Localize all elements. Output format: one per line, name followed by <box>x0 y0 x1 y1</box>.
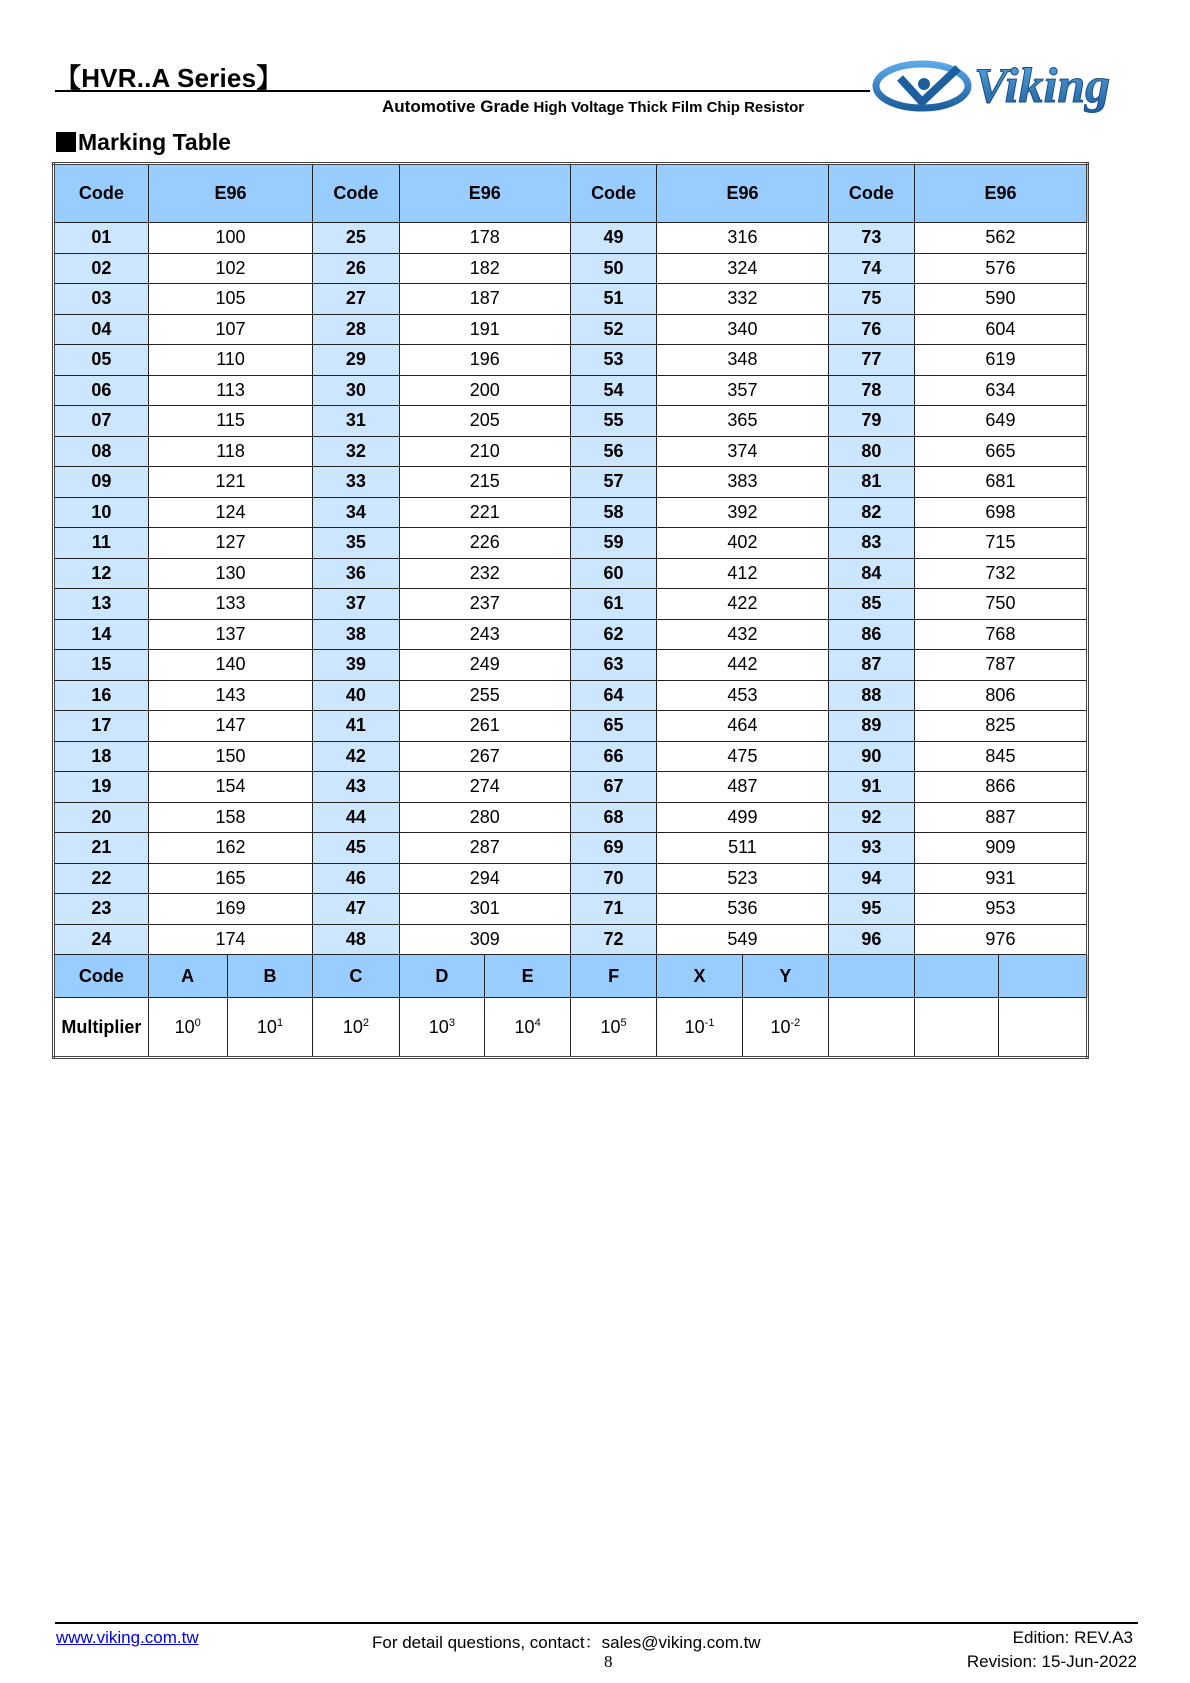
value-cell: 422 <box>657 589 829 620</box>
multiplier-base: 10 <box>342 1016 363 1037</box>
value-cell: 768 <box>914 619 1087 650</box>
code-cell: 35 <box>313 528 399 559</box>
value-cell: 909 <box>914 833 1087 864</box>
value-cell: 715 <box>914 528 1087 559</box>
multiplier-exponent: -2 <box>790 1016 801 1029</box>
code-cell: 49 <box>571 223 657 254</box>
multiplier-base: 10 <box>428 1016 449 1037</box>
multiplier-base: 10 <box>684 1016 705 1037</box>
value-cell: 115 <box>148 406 313 437</box>
empty-cell <box>914 955 999 998</box>
value-cell: 681 <box>914 467 1087 498</box>
header-code: Code <box>571 164 657 223</box>
multiplier-value <box>148 998 227 1058</box>
code-cell: 32 <box>313 436 399 467</box>
code-cell: 93 <box>828 833 914 864</box>
value-cell: 243 <box>399 619 571 650</box>
multiplier-value-row <box>54 998 1088 1058</box>
multiplier-value <box>485 998 571 1058</box>
value-cell: 392 <box>657 497 829 528</box>
code-cell: 48 <box>313 924 399 955</box>
value-cell: 365 <box>657 406 829 437</box>
multiplier-code: B <box>227 955 313 998</box>
multiplier-value <box>742 998 828 1058</box>
header-code: Code <box>54 164 149 223</box>
code-cell: 38 <box>313 619 399 650</box>
code-cell: 08 <box>54 436 149 467</box>
code-cell: 75 <box>828 284 914 315</box>
value-cell: 806 <box>914 680 1087 711</box>
value-cell: 182 <box>399 253 571 284</box>
value-cell: 487 <box>657 772 829 803</box>
table-row <box>54 406 1088 437</box>
multiplier-base: 10 <box>600 1016 621 1037</box>
code-cell: 54 <box>571 375 657 406</box>
multiplier-value <box>657 998 743 1058</box>
table-row <box>54 223 1088 254</box>
code-cell: 76 <box>828 314 914 345</box>
value-cell: 442 <box>657 650 829 681</box>
section-title-text: Marking Table <box>78 129 231 155</box>
code-cell: 28 <box>313 314 399 345</box>
table-row <box>54 375 1088 406</box>
value-cell: 953 <box>914 894 1087 925</box>
code-cell: 29 <box>313 345 399 376</box>
value-cell: 226 <box>399 528 571 559</box>
table-row <box>54 650 1088 681</box>
value-cell: 165 <box>148 863 313 894</box>
value-cell: 866 <box>914 772 1087 803</box>
value-cell: 137 <box>148 619 313 650</box>
multiplier-code: Y <box>742 955 828 998</box>
value-cell: 107 <box>148 314 313 345</box>
value-cell: 110 <box>148 345 313 376</box>
footer-rule <box>55 1622 1138 1624</box>
code-cell: 95 <box>828 894 914 925</box>
code-cell: 24 <box>54 924 149 955</box>
multiplier-exponent: 0 <box>194 1016 201 1029</box>
table-row <box>54 558 1088 589</box>
code-cell: 39 <box>313 650 399 681</box>
value-cell: 787 <box>914 650 1087 681</box>
value-cell: 133 <box>148 589 313 620</box>
code-cell: 77 <box>828 345 914 376</box>
code-cell: 19 <box>54 772 149 803</box>
code-cell: 45 <box>313 833 399 864</box>
value-cell: 316 <box>657 223 829 254</box>
value-cell: 147 <box>148 711 313 742</box>
value-cell: 191 <box>399 314 571 345</box>
value-cell: 332 <box>657 284 829 315</box>
header-e96: E96 <box>148 164 313 223</box>
multiplier-base: 10 <box>770 1016 791 1037</box>
code-cell: 03 <box>54 284 149 315</box>
code-cell: 23 <box>54 894 149 925</box>
value-cell: 357 <box>657 375 829 406</box>
table-row <box>54 894 1088 925</box>
header-e96: E96 <box>657 164 829 223</box>
code-cell: 58 <box>571 497 657 528</box>
value-cell: 511 <box>657 833 829 864</box>
code-cell: 90 <box>828 741 914 772</box>
code-cell: 21 <box>54 833 149 864</box>
code-cell: 02 <box>54 253 149 284</box>
multiplier-base: 10 <box>514 1016 535 1037</box>
multiplier-exponent: 5 <box>620 1016 627 1029</box>
value-cell: 215 <box>399 467 571 498</box>
value-cell: 196 <box>399 345 571 376</box>
code-cell: 56 <box>571 436 657 467</box>
empty-cell <box>914 998 999 1058</box>
value-cell: 649 <box>914 406 1087 437</box>
code-cell: 44 <box>313 802 399 833</box>
value-cell: 274 <box>399 772 571 803</box>
value-cell: 143 <box>148 680 313 711</box>
code-cell: 65 <box>571 711 657 742</box>
value-cell: 340 <box>657 314 829 345</box>
value-cell: 294 <box>399 863 571 894</box>
value-cell: 665 <box>914 436 1087 467</box>
value-cell: 732 <box>914 558 1087 589</box>
value-cell: 499 <box>657 802 829 833</box>
code-cell: 34 <box>313 497 399 528</box>
multiplier-base: 10 <box>256 1016 277 1037</box>
code-cell: 40 <box>313 680 399 711</box>
value-cell: 453 <box>657 680 829 711</box>
code-cell: 91 <box>828 772 914 803</box>
code-cell: 09 <box>54 467 149 498</box>
value-cell: 825 <box>914 711 1087 742</box>
code-cell: 66 <box>571 741 657 772</box>
table-row <box>54 772 1088 803</box>
table-row <box>54 345 1088 376</box>
code-cell: 87 <box>828 650 914 681</box>
value-cell: 140 <box>148 650 313 681</box>
code-cell: 47 <box>313 894 399 925</box>
eye-emblem-icon <box>876 64 968 108</box>
value-cell: 102 <box>148 253 313 284</box>
code-cell: 85 <box>828 589 914 620</box>
code-cell: 07 <box>54 406 149 437</box>
table-row <box>54 863 1088 894</box>
value-cell: 845 <box>914 741 1087 772</box>
value-cell: 348 <box>657 345 829 376</box>
multiplier-exponent: -1 <box>704 1016 715 1029</box>
table-row <box>54 924 1088 955</box>
header-e96: E96 <box>914 164 1087 223</box>
table-header-row <box>54 164 1088 223</box>
code-cell: 27 <box>313 284 399 315</box>
value-cell: 590 <box>914 284 1087 315</box>
section-title <box>56 129 231 156</box>
multiplier-value <box>571 998 657 1058</box>
code-cell: 67 <box>571 772 657 803</box>
empty-cell <box>828 998 914 1058</box>
value-cell: 402 <box>657 528 829 559</box>
value-cell: 383 <box>657 467 829 498</box>
value-cell: 124 <box>148 497 313 528</box>
code-cell: 70 <box>571 863 657 894</box>
code-cell: 15 <box>54 650 149 681</box>
code-cell: 52 <box>571 314 657 345</box>
code-cell: 36 <box>313 558 399 589</box>
series-title: 【HVR..A Series】 <box>55 63 283 93</box>
code-cell: 31 <box>313 406 399 437</box>
multiplier-value <box>227 998 313 1058</box>
multiplier-exponent: 2 <box>362 1016 369 1029</box>
code-cell: 18 <box>54 741 149 772</box>
table-row <box>54 833 1088 864</box>
black-square-icon <box>56 132 76 152</box>
table-row <box>54 741 1088 772</box>
value-cell: 200 <box>399 375 571 406</box>
code-cell: 01 <box>54 223 149 254</box>
code-cell: 89 <box>828 711 914 742</box>
code-cell: 68 <box>571 802 657 833</box>
code-cell: 74 <box>828 253 914 284</box>
table-row <box>54 589 1088 620</box>
code-cell: 55 <box>571 406 657 437</box>
value-cell: 931 <box>914 863 1087 894</box>
code-cell: 86 <box>828 619 914 650</box>
value-cell: 464 <box>657 711 829 742</box>
value-cell: 162 <box>148 833 313 864</box>
value-cell: 154 <box>148 772 313 803</box>
logo-wordmark: Viking <box>974 57 1111 113</box>
value-cell: 237 <box>399 589 571 620</box>
value-cell: 750 <box>914 589 1087 620</box>
value-cell: 301 <box>399 894 571 925</box>
edition-text: Edition: REV.A3 <box>1012 1628 1133 1647</box>
code-cell: 33 <box>313 467 399 498</box>
empty-cell <box>999 998 1088 1058</box>
table-row <box>54 314 1088 345</box>
multiplier-code-row <box>54 955 1088 998</box>
code-cell: 63 <box>571 650 657 681</box>
value-cell: 324 <box>657 253 829 284</box>
value-cell: 619 <box>914 345 1087 376</box>
value-cell: 412 <box>657 558 829 589</box>
multiplier-code: F <box>571 955 657 998</box>
multiplier-value <box>399 998 485 1058</box>
code-cell: 25 <box>313 223 399 254</box>
multiplier-exponent: 3 <box>448 1016 455 1029</box>
value-cell: 562 <box>914 223 1087 254</box>
code-cell: 13 <box>54 589 149 620</box>
code-cell: 57 <box>571 467 657 498</box>
multiplier-code: X <box>657 955 743 998</box>
code-cell: 42 <box>313 741 399 772</box>
code-cell: 22 <box>54 863 149 894</box>
code-cell: 53 <box>571 345 657 376</box>
value-cell: 309 <box>399 924 571 955</box>
code-cell: 59 <box>571 528 657 559</box>
empty-cell <box>828 955 914 998</box>
code-cell: 16 <box>54 680 149 711</box>
table-row <box>54 619 1088 650</box>
value-cell: 121 <box>148 467 313 498</box>
value-cell: 287 <box>399 833 571 864</box>
value-cell: 267 <box>399 741 571 772</box>
code-cell: 37 <box>313 589 399 620</box>
code-cell: 06 <box>54 375 149 406</box>
website-link[interactable]: www.viking.com.tw <box>56 1628 199 1647</box>
code-cell: 12 <box>54 558 149 589</box>
code-cell: 80 <box>828 436 914 467</box>
revision-text: Revision: 15-Jun-2022 <box>966 1652 1137 1671</box>
multiplier-label: Multiplier <box>54 998 149 1058</box>
value-cell: 178 <box>399 223 571 254</box>
table-row <box>54 528 1088 559</box>
code-cell: 69 <box>571 833 657 864</box>
value-cell: 249 <box>399 650 571 681</box>
multiplier-base: 10 <box>174 1016 195 1037</box>
header-code: Code <box>828 164 914 223</box>
code-cell: 51 <box>571 284 657 315</box>
table-row <box>54 711 1088 742</box>
multiplier-code: C <box>313 955 399 998</box>
code-cell: 84 <box>828 558 914 589</box>
table-row <box>54 253 1088 284</box>
code-cell: 43 <box>313 772 399 803</box>
value-cell: 576 <box>914 253 1087 284</box>
code-cell: 05 <box>54 345 149 376</box>
value-cell: 255 <box>399 680 571 711</box>
viking-logo <box>872 54 1172 120</box>
code-cell: 04 <box>54 314 149 345</box>
subtitle-grade: Automotive Grade <box>382 97 530 116</box>
code-cell: 64 <box>571 680 657 711</box>
value-cell: 523 <box>657 863 829 894</box>
multiplier-code: D <box>399 955 485 998</box>
value-cell: 174 <box>148 924 313 955</box>
value-cell: 634 <box>914 375 1087 406</box>
code-cell: 73 <box>828 223 914 254</box>
empty-cell <box>999 955 1088 998</box>
table-row <box>54 284 1088 315</box>
value-cell: 604 <box>914 314 1087 345</box>
table-row <box>54 680 1088 711</box>
code-cell: 78 <box>828 375 914 406</box>
value-cell: 280 <box>399 802 571 833</box>
value-cell: 127 <box>148 528 313 559</box>
code-cell: 11 <box>54 528 149 559</box>
code-cell: 17 <box>54 711 149 742</box>
code-cell: 81 <box>828 467 914 498</box>
header-code: Code <box>313 164 399 223</box>
value-cell: 130 <box>148 558 313 589</box>
code-cell: 30 <box>313 375 399 406</box>
value-cell: 536 <box>657 894 829 925</box>
code-cell: 61 <box>571 589 657 620</box>
value-cell: 887 <box>914 802 1087 833</box>
value-cell: 113 <box>148 375 313 406</box>
multiplier-exponent: 4 <box>534 1016 541 1029</box>
marking-table <box>52 162 1089 1059</box>
value-cell: 187 <box>399 284 571 315</box>
code-cell: 10 <box>54 497 149 528</box>
value-cell: 475 <box>657 741 829 772</box>
code-cell: 94 <box>828 863 914 894</box>
code-cell: 41 <box>313 711 399 742</box>
header-rule <box>55 90 870 92</box>
value-cell: 232 <box>399 558 571 589</box>
code-cell: 50 <box>571 253 657 284</box>
multiplier-code: E <box>485 955 571 998</box>
code-cell: 71 <box>571 894 657 925</box>
table-row <box>54 467 1088 498</box>
value-cell: 261 <box>399 711 571 742</box>
value-cell: 205 <box>399 406 571 437</box>
multiplier-exponent: 1 <box>276 1016 284 1029</box>
code-cell: 60 <box>571 558 657 589</box>
table-row <box>54 436 1088 467</box>
code-cell: 72 <box>571 924 657 955</box>
value-cell: 221 <box>399 497 571 528</box>
value-cell: 118 <box>148 436 313 467</box>
value-cell: 698 <box>914 497 1087 528</box>
value-cell: 105 <box>148 284 313 315</box>
contact-text: For detail questions, contact：sales@viking.com.tw <box>372 1633 761 1652</box>
document-subtitle <box>382 97 804 117</box>
code-cell: 92 <box>828 802 914 833</box>
code-cell: 96 <box>828 924 914 955</box>
subtitle-product: High Voltage Thick Film Chip Resistor <box>529 99 805 116</box>
value-cell: 169 <box>148 894 313 925</box>
code-cell: 26 <box>313 253 399 284</box>
code-cell: 62 <box>571 619 657 650</box>
value-cell: 100 <box>148 223 313 254</box>
header-e96: E96 <box>399 164 571 223</box>
code-cell: 88 <box>828 680 914 711</box>
multiplier-value <box>313 998 399 1058</box>
code-cell: 82 <box>828 497 914 528</box>
code-cell: 14 <box>54 619 149 650</box>
page-number: 8 <box>604 1652 613 1671</box>
multiplier-code-label: Code <box>54 955 149 998</box>
code-cell: 46 <box>313 863 399 894</box>
multiplier-code: A <box>148 955 227 998</box>
code-cell: 79 <box>828 406 914 437</box>
value-cell: 432 <box>657 619 829 650</box>
value-cell: 210 <box>399 436 571 467</box>
value-cell: 549 <box>657 924 829 955</box>
table-row <box>54 497 1088 528</box>
value-cell: 976 <box>914 924 1087 955</box>
value-cell: 150 <box>148 741 313 772</box>
code-cell: 20 <box>54 802 149 833</box>
table-row <box>54 802 1088 833</box>
value-cell: 374 <box>657 436 829 467</box>
value-cell: 158 <box>148 802 313 833</box>
code-cell: 83 <box>828 528 914 559</box>
